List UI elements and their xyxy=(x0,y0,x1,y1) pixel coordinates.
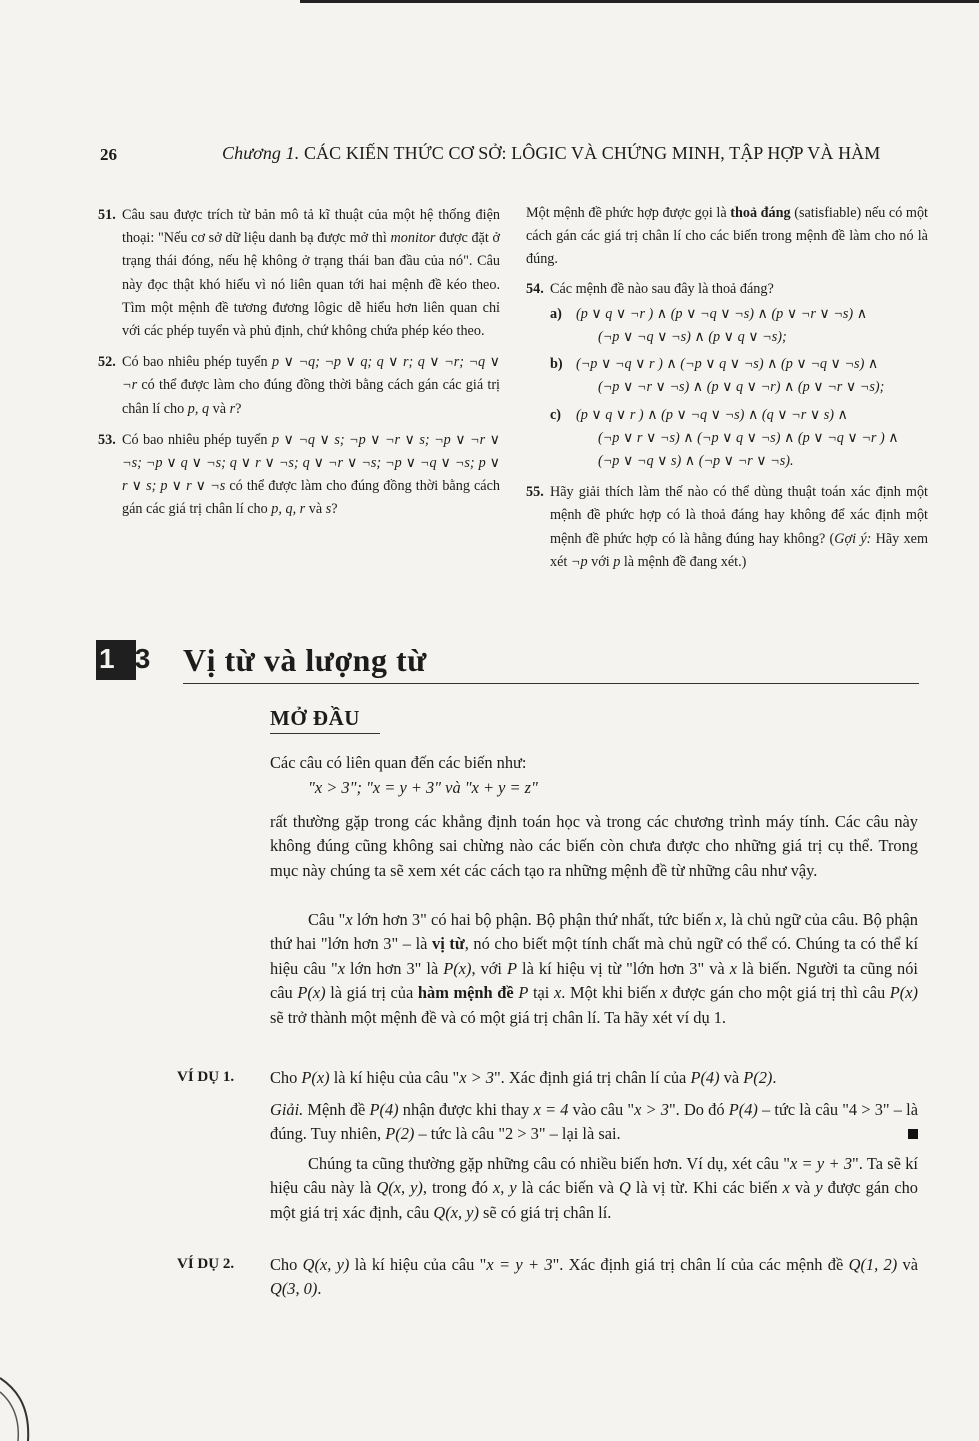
exercise-formulas: p ∨ ¬q ∨ s; ¬p ∨ ¬r ∨ s; ¬p ∨ ¬r ∨ ¬s; ¬p ∨ q ∨ ¬s; q ∨ r ∨ ¬s; q ∨ ¬r ∨ ¬s; ¬p ∨ ¬q ∨ ¬s; p ∨ r ∨ s; p ∨ r ∨ ¬s xyxy=(122,431,500,495)
t: P(x) xyxy=(889,983,919,1003)
t: x = 4 xyxy=(533,1100,569,1119)
t: và xyxy=(897,1255,918,1274)
t: P xyxy=(507,958,518,978)
t: P(4) xyxy=(369,1100,399,1119)
exercise-54c xyxy=(550,404,928,474)
exercise-text: Câu sau được trích từ bản mô tả kĩ thuật của một hệ thống điện thoại: "Nếu cơ sở dữ liệu danh bạ được mở thì xyxy=(122,207,500,247)
solution-label: Giải. xyxy=(270,1100,304,1119)
t: x xyxy=(782,1178,790,1198)
t: P(x) xyxy=(297,983,326,1003)
section-rule xyxy=(183,683,919,684)
term-propositional-function: hàm mệnh đề xyxy=(417,983,514,1003)
subitem-label: a) xyxy=(550,305,562,322)
t: , nó cho biết một tính chất mà chủ ngữ có thể có. Chúng ta có thể kí hiệu câu " xyxy=(270,934,919,978)
page-curl-decoration xyxy=(0,1368,40,1441)
hint-label: Gợi ý: xyxy=(834,530,872,547)
exercise-text: được đặt ở trạng thái đóng, nếu hệ không ở trạng thái ban đầu của nó". Câu này đọc thật khó hiểu vì nó liên quan tới hai mệnh đề kéo theo. Tìm một mệnh đề tương đương lôgic dễ hiểu hơn liên quan chỉ với các phép tuyển và phủ định, chứ không chứa phép kéo theo. xyxy=(122,230,501,340)
t: . xyxy=(317,1279,322,1299)
formula-line: (p ∨ q ∨ ¬r ) ∧ (p ∨ ¬q ∨ ¬s) ∧ (p ∨ ¬r ∨ ¬s) ∧ xyxy=(576,305,868,322)
t: là giá trị của xyxy=(325,983,418,1003)
definition-text: (satisfiable) nếu có một cách gán các giá trị chân lí cho các biến trong mệnh đề làm cho nó là đúng. xyxy=(526,205,928,268)
t: – tức là câu "4 > 3" – là đúng. Tuy nhiên, xyxy=(270,1100,918,1144)
left-column xyxy=(98,204,500,530)
exercise-text: Hãy giải thích làm thế nào có thể dùng thuật toán xác định một mệnh đề phức hợp có là thoả đáng hay không để xác định một mệnh đề phức hợp có là hằng đúng hay không? ( xyxy=(550,484,928,547)
subitem-label: b) xyxy=(550,356,563,373)
formula-line: (p ∨ q ∨ r ) ∧ (p ∨ ¬q ∨ ¬s) ∧ (q ∨ ¬r ∨ s) ∧ xyxy=(576,406,848,423)
exercise-number: 52. xyxy=(98,354,116,371)
exercise-number: 55. xyxy=(526,484,544,501)
exercise-text: với xyxy=(587,553,614,570)
t: và xyxy=(719,1068,744,1087)
t: được gán cho một giá trị xác định, câu xyxy=(270,1178,918,1222)
example-2-question xyxy=(270,1253,918,1302)
t: là biến. Người ta cũng nói câu xyxy=(270,958,918,1003)
t: vào câu " xyxy=(568,1100,635,1119)
t: Q(x, y) xyxy=(302,1255,350,1274)
t: P(2) xyxy=(743,1068,773,1087)
t: Q(x, y) xyxy=(433,1202,479,1222)
t: x > 3 xyxy=(459,1068,494,1087)
formula-line: (¬p ∨ ¬r ∨ ¬s) ∧ (p ∨ q ∨ ¬r) ∧ (p ∨ ¬r ∨ ¬s); xyxy=(598,379,885,396)
intro-p1: Các câu có liên quan đến các biến như: xyxy=(270,753,527,772)
t: Cho xyxy=(270,1068,302,1087)
term-predicate: vị từ xyxy=(432,934,465,954)
t: là kí hiệu của câu " xyxy=(349,1255,487,1274)
end-of-proof-icon xyxy=(908,1129,918,1139)
exercise-text: và xyxy=(209,400,230,417)
t: tại xyxy=(528,983,554,1003)
t: Q(1, 2) xyxy=(848,1255,898,1274)
t: x = y + 3 xyxy=(789,1154,853,1173)
satisfiable-definition xyxy=(526,202,928,272)
intro-p2: rất thường gặp trong các khẳng định toán học và trong các chương trình máy tính. Các câu này không đúng cũng không sai chừng nào các biến còn chưa được cho những giá trị cụ thể. Trong mục này chúng ta sẽ xem xét các cách tạo ra những mệnh đề từ những câu như vậy. xyxy=(270,812,918,880)
definition-term: thoả đáng xyxy=(730,205,791,221)
chapter-prefix: Chương 1. xyxy=(222,143,300,163)
subitem-label: c) xyxy=(550,406,562,423)
formula-line: (¬p ∨ ¬q ∨ s) ∧ (¬p ∨ ¬r ∨ ¬s). xyxy=(598,453,794,470)
t: sẽ trở thành một mệnh đề và có một giá trị chân lí. Ta hãy xét ví dụ 1. xyxy=(270,1007,727,1027)
right-column xyxy=(526,202,928,582)
exercise-var: r xyxy=(229,400,236,417)
exercise-formulas: p ∨ ¬q; ¬p ∨ q; q ∨ r; q ∨ ¬r; ¬q ∨ ¬r xyxy=(122,354,500,394)
exercise-number: 54. xyxy=(526,280,544,297)
exercise-var: p xyxy=(613,553,621,570)
t: x xyxy=(553,983,562,1003)
section-number: 1 xyxy=(99,643,115,674)
chapter-title: CÁC KIẾN THỨC CƠ SỞ: LÔGIC VÀ CHỨNG MINH, TẬP HỢP VÀ HÀM xyxy=(303,143,881,163)
exercise-var: s xyxy=(325,501,332,518)
t: ". Ta sẽ kí hiệu câu này là xyxy=(270,1154,918,1198)
exercise-52 xyxy=(98,351,500,421)
exercise-54 xyxy=(526,278,928,474)
example-1-question xyxy=(270,1066,918,1090)
t: nhận được khi thay xyxy=(398,1100,534,1119)
exercise-text: là mệnh đề đang xét.) xyxy=(620,553,747,570)
formula-line: (¬p ∨ ¬q ∨ ¬s) ∧ (p ∨ q ∨ ¬s); xyxy=(598,329,787,346)
exercise-text: Có bao nhiêu phép tuyển xyxy=(122,431,272,448)
t: x xyxy=(660,983,668,1003)
t: Mệnh đề xyxy=(303,1100,370,1119)
t: được gán cho một giá trị thì câu xyxy=(667,983,890,1003)
t: Chúng ta cũng thường gặp những câu có nhiều biến hơn. Ví dụ, xét câu " xyxy=(308,1154,790,1173)
t: lớn hơn 3" có hai bộ phận. Bộ phận thứ nhất, tức biến xyxy=(352,910,716,929)
exercise-number: 53. xyxy=(98,431,116,448)
intro-p3 xyxy=(270,908,918,1030)
exercise-number: 51. xyxy=(98,207,116,223)
t: x > 3 xyxy=(634,1100,669,1119)
exercise-text: ? xyxy=(331,501,338,518)
t: , là chủ ngữ của câu. Bộ phận thứ hai "lớn hơn 3" – là xyxy=(270,910,918,954)
t: P(x) xyxy=(301,1068,330,1087)
exercise-var: ¬p xyxy=(570,553,588,570)
t: x xyxy=(337,958,345,978)
t: Q xyxy=(618,1178,631,1198)
exercise-term: monitor xyxy=(390,230,436,247)
subsection-rule xyxy=(270,733,380,734)
formula-line: (¬p ∨ r ∨ ¬s) ∧ (¬p ∨ q ∨ ¬s) ∧ (p ∨ ¬q ∨ ¬r ) ∧ xyxy=(598,429,899,446)
t: . Một khi biến xyxy=(561,983,661,1003)
exercise-54b xyxy=(550,353,928,399)
exercise-text: ? xyxy=(235,400,242,417)
intro-formula: "x > 3"; "x = y + 3" và "x + y = z" xyxy=(308,778,538,797)
t: P(4) xyxy=(728,1100,758,1119)
example-1-solution xyxy=(270,1098,918,1147)
t: x xyxy=(729,958,737,978)
section-title: Vị từ và lượng từ xyxy=(183,642,427,678)
exercise-vars: p, q xyxy=(187,400,210,417)
t: , trong đó xyxy=(422,1178,493,1198)
t: là các biến và xyxy=(516,1178,619,1198)
exercise-53 xyxy=(98,429,500,522)
t: Câu " xyxy=(308,910,346,929)
exercise-text: Các mệnh đề nào sau đây là thoả đáng? xyxy=(550,280,774,297)
exercise-text: Hãy xem xét xyxy=(550,530,928,570)
t: P(4) xyxy=(690,1068,720,1087)
definition-text: Một mệnh đề phức hợp được gọi là xyxy=(526,205,731,221)
exercise-text: có thể được làm cho đúng đồng thời bằng cách gán các giá trị chân lí cho xyxy=(122,478,500,518)
exercise-text: có thể được làm cho đúng đồng thời bằng cách gán các giá trị chân lí cho xyxy=(122,377,500,417)
t: và xyxy=(789,1178,816,1198)
formula-line: (¬p ∨ ¬q ∨ r ) ∧ (¬p ∨ q ∨ ¬s) ∧ (p ∨ ¬q ∨ ¬s) ∧ xyxy=(576,356,879,373)
t: là kí hiệu vị từ "lớn hơn 3" và xyxy=(517,958,730,978)
t: x = y + 3 xyxy=(486,1255,553,1274)
section-number-rest: .3 xyxy=(127,643,151,674)
page-number: 26 xyxy=(100,145,117,164)
t: x xyxy=(715,910,723,929)
example-1-followup xyxy=(270,1152,918,1225)
t: là vị từ. Khi các biến xyxy=(630,1178,783,1198)
example-2-label: VÍ DỤ 2. xyxy=(177,1256,235,1272)
exercise-text: Có bao nhiêu phép tuyển xyxy=(122,354,273,371)
exercise-54a xyxy=(550,303,928,349)
t: – tức là câu "2 > 3" – lại là sai. xyxy=(414,1124,621,1144)
t: P xyxy=(518,983,529,1003)
t: lớn hơn 3" là xyxy=(344,958,444,978)
t: Cho xyxy=(270,1255,303,1274)
t: sẽ có giá trị chân lí. xyxy=(478,1202,612,1222)
subsection-heading: MỞ ĐẦU xyxy=(270,706,360,730)
top-border-line xyxy=(300,0,979,3)
example-1-label: VÍ DỤ 1. xyxy=(177,1069,235,1085)
t: P(2) xyxy=(385,1124,415,1144)
t: là kí hiệu của câu " xyxy=(329,1068,460,1087)
t: Q(3, 0) xyxy=(270,1279,318,1299)
exercise-text: và xyxy=(305,501,326,518)
t: , với xyxy=(471,958,507,978)
t: x, y xyxy=(492,1178,517,1198)
t: x xyxy=(345,910,353,929)
t: P(x) xyxy=(443,958,472,978)
running-header xyxy=(222,143,880,164)
t: y xyxy=(815,1178,823,1198)
t: ". Do đó xyxy=(668,1100,729,1119)
exercise-55 xyxy=(526,481,928,574)
t: Q(x, y) xyxy=(376,1178,423,1198)
exercise-51 xyxy=(98,204,500,343)
t: ". Xác định giá trị chân lí của các mệnh đề xyxy=(552,1255,849,1274)
t: ". Xác định giá trị chân lí của xyxy=(493,1068,691,1087)
exercise-vars: p, q, r xyxy=(271,501,306,518)
t: . xyxy=(772,1068,777,1087)
